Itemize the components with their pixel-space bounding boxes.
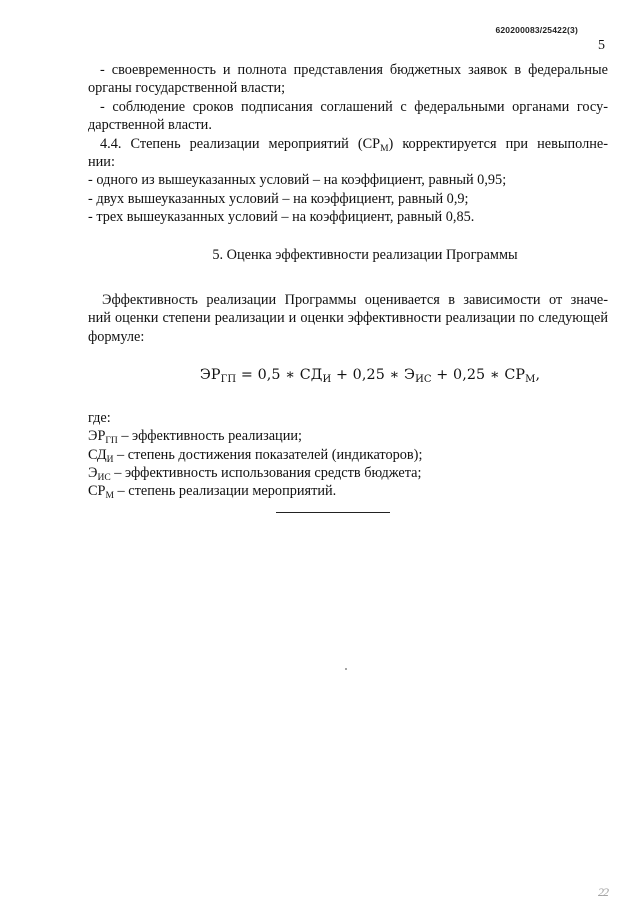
formula-part: = 0,5 ∗ СД xyxy=(236,367,323,384)
definition-symbol: ЭР xyxy=(88,428,106,445)
definition-item xyxy=(88,446,608,464)
definition-item xyxy=(88,464,608,482)
subscript: ГП xyxy=(220,374,237,386)
text-line: - своевременность и полнота представления бюджетных заявок в федеральные xyxy=(100,62,608,78)
text-fragment: ) корректируется при невыполне- xyxy=(388,135,608,152)
text-line: Эффективность реализации Программы оценивается в зависимости от значе- xyxy=(102,292,608,309)
definition-text: – степень реализации мероприятий. xyxy=(113,483,337,500)
text-line: нии: xyxy=(88,154,115,171)
text-line: органы государственной власти; xyxy=(88,80,286,97)
text-line: - одного из вышеуказанных условий – на коэффициент, равный 0,95; xyxy=(88,172,507,189)
subscript: ИС xyxy=(415,374,432,386)
definition-text: – эффективность реализации; xyxy=(117,428,302,445)
formula-part: + 0,25 ∗ Э xyxy=(331,367,416,384)
section-heading: 5. Оценка эффективности реализации Программы xyxy=(212,246,518,263)
text-line: - трех вышеуказанных условий – на коэффициент, равный 0,85. xyxy=(88,209,475,226)
text-line: ний оценки степени реализации и оценки эффективности реализации по следующей xyxy=(88,310,608,327)
formula-part: ЭР xyxy=(199,367,221,384)
subscript: М xyxy=(525,374,536,386)
subscript: ГП xyxy=(105,436,118,447)
where-label: где: xyxy=(88,409,111,426)
definition-item xyxy=(88,427,608,445)
subscript: И xyxy=(322,374,332,386)
end-separator-line xyxy=(276,512,390,513)
subscript: И xyxy=(106,454,114,465)
formula-part: + 0,25 ∗ СР xyxy=(431,367,526,384)
handwritten-page-mark: 22 xyxy=(598,885,608,899)
scan-speck xyxy=(345,668,347,670)
formula-part: , xyxy=(535,367,541,384)
definition-symbol: Э xyxy=(88,464,98,481)
document-body xyxy=(88,61,608,501)
page-number: 5 xyxy=(598,38,605,53)
definition-symbol: СР xyxy=(88,483,106,500)
subscript: М xyxy=(380,143,389,154)
document-number: 620200083/25422(3) xyxy=(495,25,578,35)
text-line: - двух вышеуказанных условий – на коэффициент, равный 0,9; xyxy=(88,190,469,207)
text-line xyxy=(88,135,608,153)
subscript: М xyxy=(105,491,114,502)
text-line: - соблюдение сроков подписания соглашений с федеральными органами госу- xyxy=(100,98,608,115)
definition-item xyxy=(88,482,608,500)
definition-text: – степень достижения показателей (индикаторов); xyxy=(113,446,423,463)
definitions-list xyxy=(88,409,608,501)
subscript: ИС xyxy=(97,472,111,483)
definition-symbol: СД xyxy=(88,446,107,463)
text-fragment: 4.4. Степень реализации мероприятий (СР xyxy=(100,135,381,152)
text-line: формуле: xyxy=(88,328,145,345)
text-line: дарственной власти. xyxy=(88,117,212,134)
definition-text: – эффективность использования средств бюджета; xyxy=(110,464,422,481)
efficiency-formula xyxy=(88,366,608,384)
